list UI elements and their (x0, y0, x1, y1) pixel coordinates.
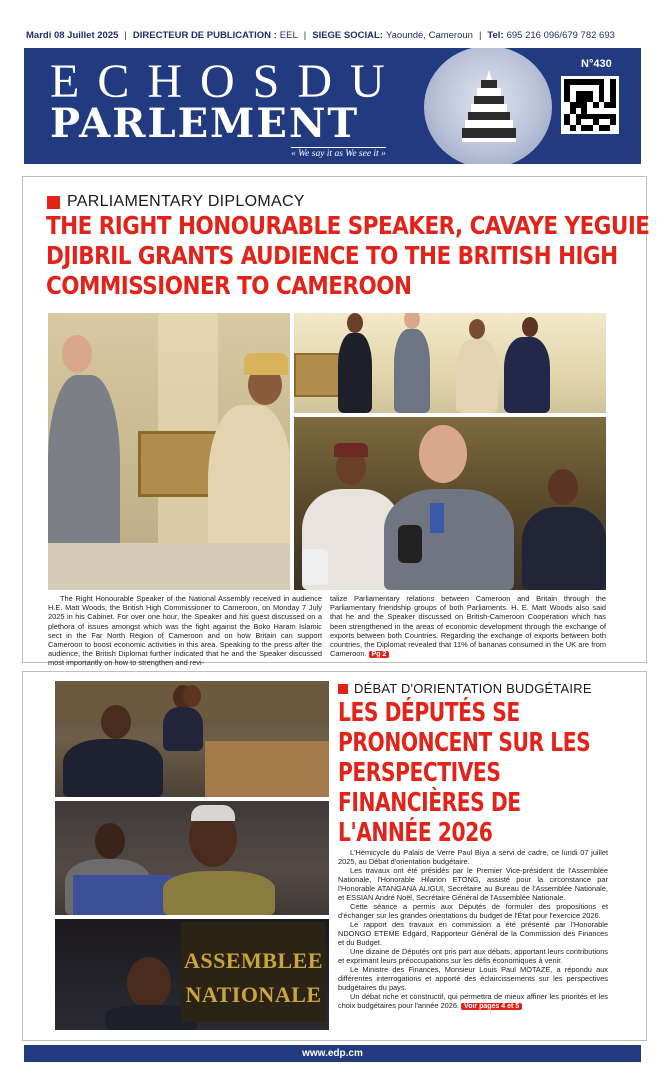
divider: | (303, 29, 307, 41)
paragraph: Une dizaine de Députés ont pris part aux débats, apportant leurs contributions et exprimant leurs préoccupations sur les défis économiques à venir. (338, 947, 608, 965)
footer-url[interactable]: www.edp.cm (24, 1045, 641, 1062)
tel-value: 695 216 096/679 782 693 (506, 29, 615, 41)
headline-line: L'ANNÉE 2026 (338, 818, 493, 848)
headline-line: COMMISSIONER TO CAMEROON (46, 271, 412, 300)
paragraph: Le Ministre des Finances, Monsieur Louis Paul MOTAZE, a répondu aux différentes interrogations et apporté des éclaircissements sur les perspectives budgétaires du pays. (338, 965, 608, 992)
photo-assembly-bench (55, 681, 329, 797)
headline-line: PERSPECTIVES (338, 758, 501, 788)
sign-text: NATIONALE (185, 982, 322, 1007)
article2-headline (338, 698, 603, 848)
director-value: EEL (279, 29, 298, 41)
kicker-label: DÉBAT D'ORIENTATION BUDGÉTAIRE (354, 681, 592, 696)
headline-line: LES DÉPUTÉS SE (338, 698, 520, 728)
headline-line: FINANCIÈRES DE (338, 788, 521, 818)
kicker-label: PARLIAMENTARY DIPLOMACY (67, 193, 305, 210)
tel-label: Tel: (487, 29, 504, 41)
red-square-icon (338, 684, 348, 694)
assemblee-sign (181, 922, 326, 1022)
masthead (24, 48, 641, 164)
issue-date: Mardi 08 Juillet 2025 (26, 29, 119, 41)
article1-body-col2 (330, 594, 606, 659)
photo-deputy (55, 801, 329, 915)
paragraph-text: Un débat riche et constructif, qui permettra de mieux affiner les priorités et les choix budgétaires pour l'année 2026. (338, 992, 608, 1010)
director-label: DIRECTEUR DE PUBLICATION : (132, 29, 277, 41)
top-info-bar (26, 27, 639, 43)
headline-line: DJIBRIL GRANTS AUDIENCE TO THE BRITISH HIGH (46, 241, 618, 270)
sign-text: ASSEMBLEE (184, 948, 323, 973)
paragraph: L'Hémicycle du Palais de Verre Paul Biya a servi de cadre, ce lundi 07 juillet 2025, au Débat d'orientation budgétaire. (338, 848, 608, 866)
article2-body (338, 848, 608, 1011)
paragraph: Les travaux ont été présidés par le Premier Vice-président de l'Assemblée Nationale, l'Honorable Hilarion ETONG, assisté pour la circonstance par l'Honorable ATANGANA ALIGUI, Secrétaire au Bureau de l'Assemblée Nationale, et ESSIAN André Noël, Secrétaire Général de l'Assemblée Nationale. (338, 866, 608, 902)
page-ref-link[interactable]: Pg 2 (369, 651, 390, 658)
photo-group (294, 313, 606, 413)
masthead-title-line2: PARLEMENT (50, 100, 360, 147)
qr-code-icon (561, 76, 619, 134)
photo-press (294, 417, 606, 590)
article2-kicker (338, 681, 592, 696)
assembly-building-icon (462, 68, 516, 148)
divider: | (124, 29, 127, 41)
paragraph (338, 992, 608, 1011)
siege-value: Yaoundé, Cameroun (385, 29, 473, 41)
article1-kicker (47, 193, 305, 211)
article1-body-text: talize Parliamentary relations between Cameroon and Britain through the Parliamentary friendship groups of both Parliaments. H. E. Matt Woods also said that he and the Speaker discussed on British-Cameroon Cooperation which has been strengthened in the areas of economic development through the exchange of exports between both Countries. Regarding the exchange of exports between both countries, the Diplomat revealed that 11% of bananas consumed in the UK are from Cameroon. (330, 594, 606, 659)
headline-line: PRONONCENT SUR LES (338, 728, 591, 758)
photo-handshake (48, 313, 290, 590)
paragraph: Cette séance a permis aux Députés de formuler des propositions et d'échanger sur les grandes orientations du budget de l'État pour l'exercice 2026. (338, 902, 608, 920)
headline-line: THE RIGHT HONOURABLE SPEAKER, CAVAYE YEGUIE (46, 211, 650, 240)
page-ref-link[interactable]: Voir pages 4 et 5 (461, 1003, 522, 1010)
paragraph: Le rapport des travaux en commission a été présenté par l'Honorable NDONGO ETEME Edgard, Rapporteur Général de la Commission des Finances et du Budget. (338, 920, 608, 947)
article1-headline (46, 211, 650, 301)
masthead-title-line1: ECHOSDU (50, 55, 403, 108)
siege-label: SIEGE SOCIAL: (312, 29, 383, 41)
issue-number: N°430 (581, 58, 612, 70)
masthead-slogan: « We say it as We see it » (291, 149, 386, 159)
divider: | (478, 29, 482, 41)
article1-body-col1: The Right Honourable Speaker of the National Assembly received in audience H.E. Matt Woods, the British High Commissioner to Cameroon, on Monday 7 July 2025 in his Cabinet. For over one hour, the Speaker and his guest discussed on a plethora of issues amongst which was the fight against the Boko Haram Islamic sect in the Far North Region of Cameroon and on how Britain can support Cameroon to boost economic activities in this area. Speaking to the press after the audience, the British Diplomat further indicated that he and the Speaker discussed most importantly on how to strengthen and revi- (48, 594, 322, 668)
red-square-icon (47, 196, 60, 209)
